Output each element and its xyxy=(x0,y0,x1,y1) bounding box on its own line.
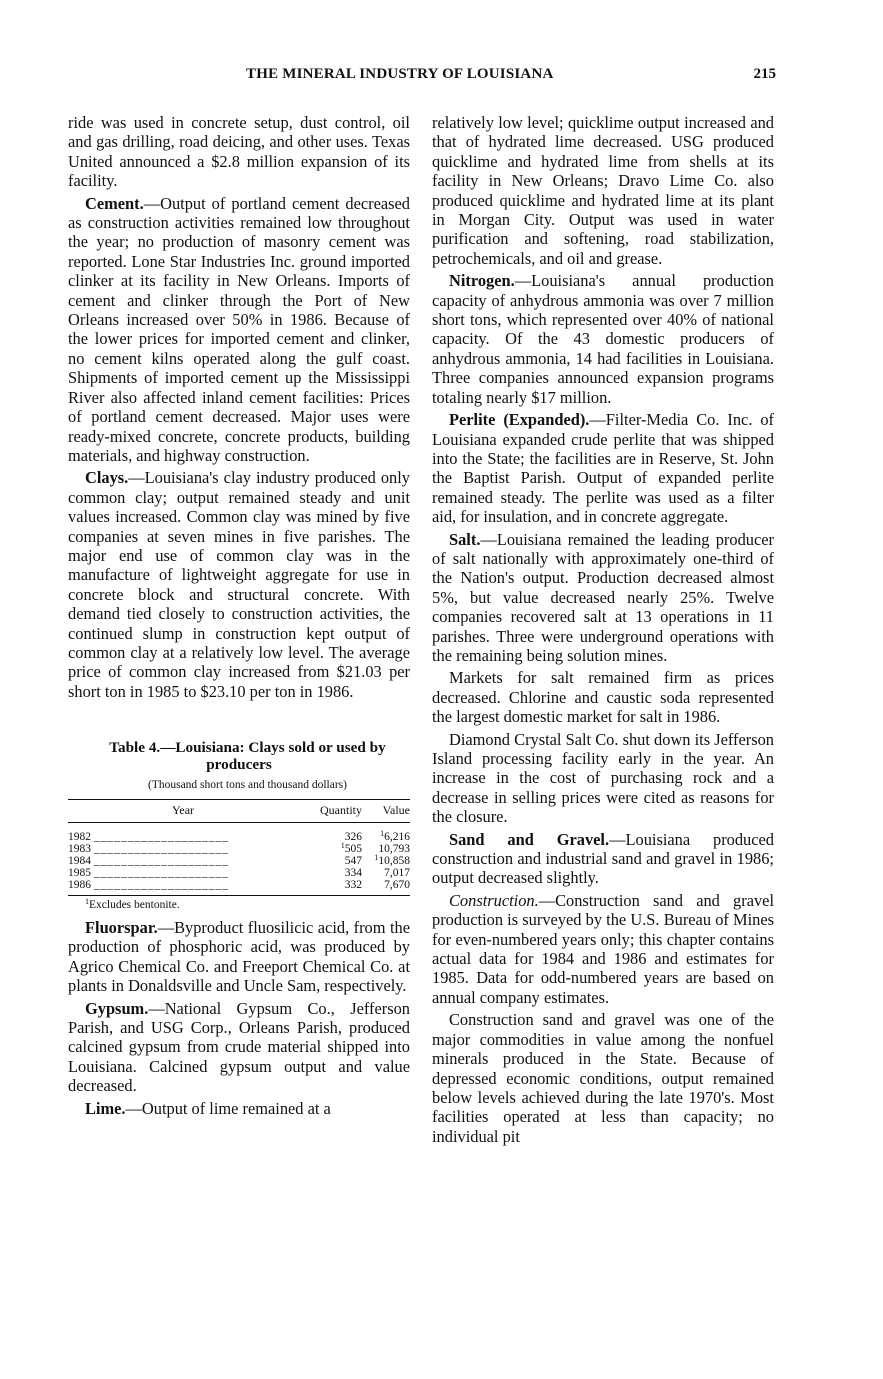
left-column xyxy=(68,113,410,1121)
table-row xyxy=(68,843,410,855)
paragraph-lime-continued: relatively low level; quicklime output increased and that of hydrated lime decreased. USG produced quicklime and hydrated lime from shells at its facility in New Orleans; Dravo Lime Co. also produced quicklime and hydrated lime at its plant in Morgan City. Output was used in water purification and softening, road stabilization, petrochemicals, and oil and grease. xyxy=(432,113,774,268)
table-header-row xyxy=(68,799,410,822)
col-header-quantity: Quantity xyxy=(298,799,362,822)
cell-year: 1984 ____________________ xyxy=(68,854,229,867)
heading-construction: Construction. xyxy=(449,890,539,910)
table-row xyxy=(68,822,410,843)
footnote-mark: 1 xyxy=(85,896,89,906)
paragraph-gypsum xyxy=(68,999,410,1096)
paragraph-salt-continued: ride was used in concrete setup, dust control, oil and gas drilling, road deicing, and other uses. Texas United announced a $2.8 million expansion of its facility. xyxy=(68,113,410,191)
leader-dots: ____________________ xyxy=(93,842,229,855)
paragraph-diamond-crystal: Diamond Crystal Salt Co. shut down its Jefferson Island processing facility early in the year. An increase in the cost of purchasing rock and a decrease in selling prices were cited as reasons for the closure. xyxy=(432,729,774,827)
running-header xyxy=(68,66,776,88)
right-column xyxy=(432,113,774,1149)
cell-quantity: 334 xyxy=(344,866,362,879)
paragraph-lime xyxy=(68,1099,410,1118)
footnote-ref: 1 xyxy=(340,840,345,850)
cell-quantity: 547 xyxy=(344,854,362,867)
paragraph-salt xyxy=(432,530,774,666)
page-number: 215 xyxy=(753,66,776,82)
body-sand-gravel: —Louisiana produced construction and industrial sand and gravel in 1986; output decreased slightly. xyxy=(432,829,774,888)
leader-dots: ____________________ xyxy=(93,866,229,879)
paragraph-perlite xyxy=(432,410,774,526)
paragraph-construction-2: Construction sand and gravel was one of the major commodities in value among the nonfuel minerals produced in the State. Because of depressed economic conditions, output remained below levels achieved during the late 1970's. Most facilities operated at less than capacity; no individual pit xyxy=(432,1010,774,1146)
body-perlite: —Filter-Media Co. Inc. of Louisiana expanded crude perlite that was shipped into the State; the facilities are in Reserve, St. John the Baptist Parish. Output of expanded perlite remained steady. The perlite was used as a filter aid, for insulation, and in concrete aggregate. xyxy=(432,410,774,527)
body-construction: —Construction sand and gravel production is surveyed by the U.S. Bureau of Mines for even-numbered years only; this chapter contains actual data for 1984 and 1986 and estimates for 1985. Data for odd-numbered years are based on annual company estimates. xyxy=(432,890,774,1007)
clays-table xyxy=(68,799,410,896)
table-subtitle: (Thousand short tons and thousand dollars) xyxy=(148,779,347,792)
running-title: THE MINERAL INDUSTRY OF LOUISIANA xyxy=(246,66,554,82)
body-salt: —Louisiana remained the leading producer of salt nationally with approximately one-third of the Nation's output. Production decreased almost 5%, but value decreased nearly 25%. Twelve companies recovered salt at 13 operations in 11 parishes. Three were underground operations with the remaining being solution mines. xyxy=(432,529,774,665)
heading-salt: Salt. xyxy=(449,529,481,549)
cell-year: 1982 ____________________ xyxy=(68,830,229,843)
col-header-value: Value xyxy=(362,799,410,822)
table-4 xyxy=(68,739,410,915)
heading-nitrogen: Nitrogen. xyxy=(449,271,515,291)
leader-dots: ____________________ xyxy=(93,854,229,867)
heading-gypsum: Gypsum. xyxy=(85,998,149,1018)
leader-dots: ____________________ xyxy=(93,878,229,891)
paragraph-sand-gravel xyxy=(432,830,774,888)
footnote-ref: 1 xyxy=(374,852,379,862)
cell-year: 1986 ____________________ xyxy=(68,879,298,896)
col-header-year: Year xyxy=(68,799,298,822)
body-nitrogen: —Louisiana's annual production capacity of anhydrous ammonia was over 7 million short tons, which represented over 40% of national capacity. Of the 43 domestic producers of anhydrous ammonia, 14 had facilities in Louisiana. Three companies announced expansion programs totaling nearly $17 million. xyxy=(432,271,774,407)
table-row xyxy=(68,867,410,879)
body-cement: —Output of portland cement decreased as construction activities remained low throughout the year; no production of masonry cement was reported. Lone Star Industries Inc. ground imported clinker at its facility in New Orleans. Imports of cement and clinker through the Port of New Orleans increased over 50% in 1986. Because of the lower prices for imported cement and clinker, no cement kilns operated along the gulf coast. Shipments of imported cement up the Mississippi River also affected inland cement facilities: Prices of portland cement decreased. Major uses were ready-mixed concrete, concrete products, building materials, and highway construction. xyxy=(68,193,410,465)
cell-year: 1985 ____________________ xyxy=(68,866,229,879)
paragraph-nitrogen xyxy=(432,271,774,407)
heading-sand-gravel: Sand and Gravel. xyxy=(449,829,610,849)
table-title: Table 4.—Louisiana: Clays sold or used by producers xyxy=(109,739,386,774)
table-row xyxy=(68,879,410,896)
cell-quantity: $^1$505 xyxy=(340,840,362,855)
footnote-ref: 1 xyxy=(380,828,385,838)
cell-value: 10,793 xyxy=(378,842,410,855)
heading-cement: Cement. xyxy=(85,193,144,213)
heading-perlite: Perlite (Expanded). xyxy=(449,410,590,430)
paragraph-fluorspar xyxy=(68,918,410,996)
body-lime: —Output of lime remained at a xyxy=(125,1098,331,1118)
heading-clays: Clays. xyxy=(85,468,129,488)
leader-dots: ____________________ xyxy=(93,830,229,843)
body-fluorspar: —Byproduct fluosilicic acid, from the production of phosphoric acid, was produced by Agrico Chemical Co. and Freeport Chemical Co. at plants in Donaldsville and Uncle Sam, respectively. xyxy=(68,918,410,996)
body-gypsum: —National Gypsum Co., Jefferson Parish, and USG Corp., Orleans Parish, produced calcined gypsum from crude material shipped into Louisiana. Calcined gypsum output and value decreased. xyxy=(68,998,410,1096)
cell-year: 1983 ____________________ xyxy=(68,842,229,855)
paragraph-cement xyxy=(68,194,410,466)
cell-value: $^1$10,858 xyxy=(374,852,410,867)
heading-fluorspar: Fluorspar. xyxy=(85,918,158,937)
paragraph-clays xyxy=(68,468,410,701)
cell-quantity: 326 xyxy=(344,830,362,843)
cell-quantity: 332 xyxy=(298,879,362,896)
heading-lime: Lime. xyxy=(85,1098,126,1118)
table-footnote: $^1$Excludes bentonite. xyxy=(85,896,180,911)
paragraph-construction xyxy=(432,891,774,1007)
body-clays: —Louisiana's clay industry produced only common clay; output remained steady and unit values increased. Common clay was mined by five companies at seven mines in five parishes. The major end use of common clay was in the manufacture of lightweight aggregate for use in concrete block and structural concrete. With demand tied closely to construction activities, the continued slump in construction kept output of common clay at a relatively low level. The average price of common clay increased from $21.03 per short ton in 1985 to $23.10 per ton in 1986. xyxy=(68,468,410,701)
table-row xyxy=(68,855,410,867)
cell-value: 7,670 xyxy=(362,879,410,896)
cell-value: 7,017 xyxy=(384,866,410,879)
paragraph-salt-markets: Markets for salt remained firm as prices decreased. Chlorine and caustic soda represented the largest domestic market for salt in 1986. xyxy=(432,668,774,727)
cell-value: $^1$6,216 xyxy=(380,828,410,843)
